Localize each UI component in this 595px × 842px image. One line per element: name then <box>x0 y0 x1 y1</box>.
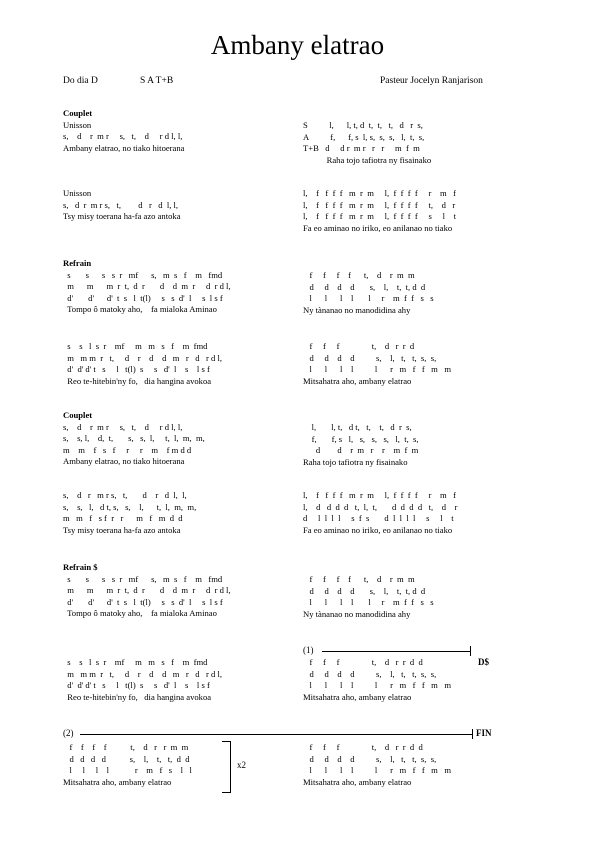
score-line: l, d d d d t, l, t, d d d d t, d r <box>303 501 458 512</box>
score-block-s6 <box>63 490 196 536</box>
score-line: Ny tànanao no manodidina ahy <box>303 608 411 619</box>
fin-mark: FIN <box>476 728 492 738</box>
score-line: d d d d s, l, t, t, d d <box>303 585 426 596</box>
score-line: Mitsahatra aho, ambany elatrao <box>303 375 412 386</box>
score-line: Tompo ô matoky aho, fa mialoka Aminao <box>63 304 217 315</box>
score-block-s7 <box>63 562 231 620</box>
score-line: f f f t, d r r d d <box>303 657 423 667</box>
score-block-s2r <box>303 188 456 234</box>
score-line: s s s s r mf s, m s f m fmd <box>63 573 223 584</box>
score-line: s, d r m r s, t, d r d l, l, <box>63 131 183 142</box>
score-line: d d d d s, l, t, t, d d <box>63 753 190 764</box>
score-line: d' d' d' t s l t(l) s s d' l s l s f <box>63 364 210 375</box>
score-block-s6r <box>303 490 457 536</box>
score-line: s, s, l, d t, s, s, l, t, l, m, m, <box>63 501 197 512</box>
score-line: T+B d d r m r r r m f m <box>303 143 420 154</box>
score-line: m m m r t, d r d d m r d r d l, <box>63 668 222 679</box>
section-heading: Couplet <box>63 108 93 118</box>
ending-one-label: (1) <box>303 645 314 655</box>
score-line: m m f s f r r m f m d d <box>63 513 183 524</box>
score-line: s, d r m r s, t, d r d l, l, <box>63 199 179 210</box>
score-line: l, f f f f m r m l, f f f f s l t <box>303 211 456 222</box>
section-heading: Refrain <box>63 258 92 268</box>
score-line: l, f f f f m r m l, f f f f r m f <box>303 188 456 198</box>
score-block-s9 <box>63 742 192 788</box>
score-line: s s l s r mf m m s f m fmd <box>63 341 208 351</box>
score-line: Unisson <box>63 188 92 198</box>
score-block-s9r <box>303 742 451 788</box>
score-line: l l l l l r m f f m m <box>303 765 451 776</box>
repeat-brace <box>222 741 231 793</box>
dal-segno-mark: D$ <box>478 657 489 667</box>
score-line: Ny tànanao no manodidina ahy <box>303 304 411 315</box>
score-line: f f f t, d r r d d <box>303 742 423 752</box>
score-line: Tsy misy toerana ha-fa azo antoka <box>63 211 181 222</box>
score-line: f f f f t, d r m m <box>303 574 415 584</box>
score-line: d d d d s, l, t, t, s, s, <box>303 668 437 679</box>
score-line: m m m r t, d r d d m r d r d l, <box>63 585 231 596</box>
score-line: s, d r m r s, t, d r d l, l, <box>63 421 183 432</box>
score-line: A f, f, s l, s, s, s, l, t, s, <box>303 131 425 142</box>
score-line: d' d' d' t s l t(l) s s d' l s l s f <box>63 292 223 303</box>
score-line: m m m r t, d r d d m r d r d l, <box>63 281 231 292</box>
score-line: l l l l l r m f f s s <box>303 597 434 608</box>
score-line: Mitsahatra aho, ambany elatrao <box>303 691 412 702</box>
score-line: Ambany elatrao, no tiako hitoerana <box>63 142 185 153</box>
score-block-s5 <box>63 410 205 468</box>
score-block-s2 <box>63 188 181 223</box>
repeat-count: x2 <box>237 760 246 770</box>
score-line: s, d r m r s, t, d r d l, l, <box>63 490 187 500</box>
score-line: s s s s r mf s, m s f m fmd <box>63 269 223 280</box>
key-label: Do dia D <box>63 76 98 86</box>
section-heading: Refrain $ <box>63 562 98 572</box>
score-line: d l l l l s f s d l l l l s l t <box>303 513 454 524</box>
score-block-s3r <box>303 270 434 316</box>
ending-two-line <box>80 734 472 735</box>
section-heading: Couplet <box>63 410 93 420</box>
score-line: l l l l l r m f f s s <box>303 293 434 304</box>
score-line: Reo te-hitebin'ny fo, dia hangina avokoa <box>63 375 212 386</box>
score-line: d d d d s, l, t, t, s, s, <box>303 753 437 764</box>
score-line: d d d d s, l, t, t, s, s, <box>303 352 437 363</box>
score-block-s8r <box>303 657 451 703</box>
score-block-s1 <box>63 108 184 154</box>
score-line: Ambany elatrao, no tiako hitoerana <box>63 456 185 467</box>
score-line: l l l l r m f s l l <box>63 765 192 776</box>
score-line: m m f s f r r m f m d d <box>63 444 192 455</box>
score-line: d d r m r r m f m <box>303 445 419 456</box>
score-line: f f f t, d r r d <box>303 341 415 351</box>
ending-two-label: (2) <box>63 728 74 738</box>
score-block-s7r <box>303 574 434 620</box>
score-line: l, l, t, d t, t, t, d r s, <box>303 422 412 432</box>
score-block-s1r <box>303 120 431 166</box>
page-title: Ambany elatrao <box>210 30 385 60</box>
score-line: f f f f t, d r r m m <box>63 742 189 752</box>
score-line: m m m r t, d r d d m r d r d l, <box>63 352 222 363</box>
score-line: d' d' d' t s l t(l) s s d' l s l s f <box>63 680 210 691</box>
score-block-s4 <box>63 341 222 387</box>
score-block-s3 <box>63 258 231 316</box>
score-line: s, s, l, d, t, s, s, l, t, l, m, m, <box>63 433 205 444</box>
ending-one-line <box>322 651 470 652</box>
score-line: Reo te-hitebin'ny fo, dia hangina avokoa <box>63 691 212 702</box>
score-line: S l, l, t, d t, t, t, d r s, <box>303 120 423 130</box>
score-line: Raha tojo tafiotra ny fisainako <box>303 154 432 165</box>
author-label: Pasteur Jocelyn Ranjarison <box>380 76 483 86</box>
score-line: Mitsahatra aho, ambany elatrao <box>63 776 172 787</box>
score-line: d' d' d' t s l t(l) s s d' l s l s f <box>63 596 223 607</box>
score-line: Unisson <box>63 119 92 130</box>
score-block-s5r <box>303 422 419 468</box>
score-line: l, f f f f m r m l, f f f f t, d r <box>303 199 456 210</box>
ending-one-tick <box>470 646 471 656</box>
score-line: d d d d s, l, t, t, d d <box>303 281 426 292</box>
score-line: Fa eo aminao no iriko, eo anilanao no tiako <box>303 524 453 535</box>
score-line: l l l l l r m f f m m <box>303 680 451 691</box>
score-line: Tompo ô matoky aho, fa mialoka Aminao <box>63 608 217 619</box>
score-line: Raha tojo tafiotra ny fisainako <box>303 456 408 467</box>
score-line: s s l s r mf m m s f m fmd <box>63 657 208 667</box>
score-line: f, f, s l, s, s, s, l, t, s, <box>303 433 419 444</box>
score-line: l, f f f f m r m l, f f f f r m f <box>303 490 456 500</box>
score-line: f f f f t, d r m m <box>303 270 415 280</box>
score-line: Tsy misy toerana ha-fa azo antoka <box>63 524 181 535</box>
score-line: Fa eo aminao no iriko, eo anilanao no tiako <box>303 222 453 233</box>
score-block-s8 <box>63 657 222 703</box>
ending-two-tick <box>472 729 473 739</box>
voices-label: S A T+B <box>140 76 174 86</box>
score-block-s4r <box>303 341 451 387</box>
score-line: l l l l l r m f f m m <box>303 364 451 375</box>
score-line: Mitsahatra aho, ambany elatrao <box>303 776 412 787</box>
